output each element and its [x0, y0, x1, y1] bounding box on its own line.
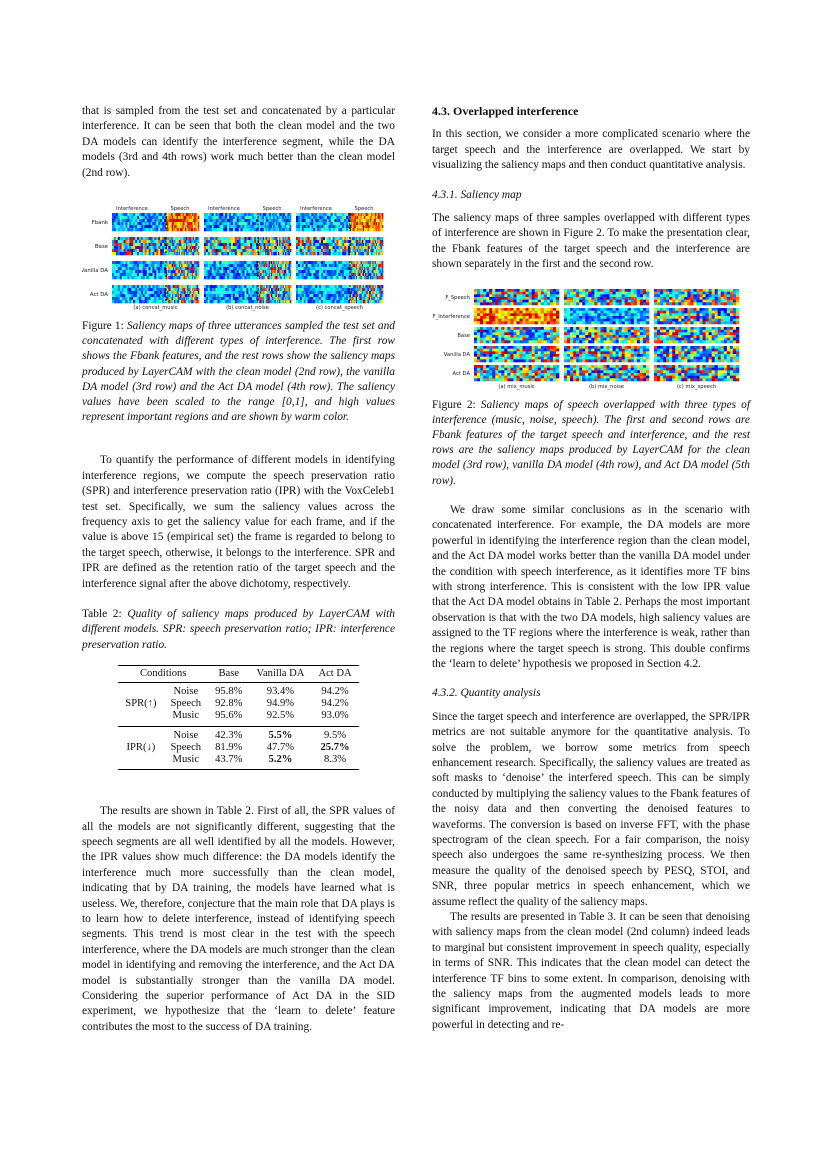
panel-label-speech: Speech — [354, 206, 374, 213]
panel-label-interference: Interference — [300, 206, 332, 213]
figure-1 — [82, 203, 395, 311]
right-column — [432, 104, 750, 1033]
heatmap-panel — [258, 213, 291, 231]
table-cell: 9.5% — [324, 729, 347, 741]
heatmap-panel — [564, 308, 649, 324]
table-cell: Noise — [173, 729, 199, 741]
paragraph: The results are presented in Table 3. It can be seen that denoising with saliency maps from the clean model (2nd column) indeed leads to marginal but consistent improvement in speech quality, especially in terms of SNR. This indicates that the clean model can detect the interference TF bins to some extent. In comparison, denoising with the saliency maps from the augmented models leads to more significant improvement, indicating that DA models are more powerful in detecting and re- — [432, 911, 750, 1031]
table-header: Base — [208, 665, 249, 682]
table-cell: 95.8% — [215, 685, 243, 697]
table-cell: Music — [164, 710, 209, 726]
heatmap-panel — [564, 327, 649, 343]
table-cell: 94.2% — [321, 685, 349, 697]
heatmap-panel — [204, 213, 258, 231]
table-cell: 94.2% — [321, 698, 349, 710]
table-cell: 93.0% — [311, 710, 358, 726]
heatmap-panel — [474, 365, 559, 381]
heatmap-panel — [474, 289, 559, 305]
table-cell: 94.9% — [266, 698, 295, 710]
panel-label-speech: Speech — [262, 206, 282, 213]
table-cell: Noise — [173, 685, 199, 697]
row-label: Act DA — [452, 370, 470, 377]
table-cell: 93.4% — [266, 685, 295, 697]
heatmap-panel — [654, 289, 739, 305]
subcaption: (b) concat_noise — [226, 305, 269, 312]
figure-caption-label: Figure 1: — [82, 320, 124, 333]
figure-1-caption — [82, 319, 395, 425]
table-2 — [118, 665, 358, 770]
table-cell: 81.9% — [215, 741, 243, 753]
heatmap-panel — [166, 285, 199, 303]
table-cell: 95.6% — [208, 710, 249, 726]
table-caption-label: Table 2: — [82, 608, 122, 621]
table-row — [118, 682, 358, 698]
subsection-heading: 4.3.1. Saliency map — [432, 188, 522, 201]
table-cell: 92.5% — [249, 710, 311, 726]
paragraph: We draw some similar conclusions as in the scenario with concatenated interference. For example, the DA models are more powerful in identifying the interference region than the clean model, and the Act DA model works better than the vanilla DA model under the condition with speech interference, as it identifies more TF bins with strong interference. This is consistent with the low IPR value that the Act DA model obtains in Table 2. Perhaps the most important observation is that with the two DA models, high saliency values are assigned to the TF regions where the interference is weak, rather than the regions where the target speech is strong. This double confirms the ‘learn to delete’ hypothesis we proposed in Section 4.2. — [432, 503, 750, 670]
subcaption: (c) concat_speech — [315, 305, 364, 312]
subsection-heading: 4.3.2. Quantity analysis — [432, 687, 541, 700]
heatmap-panel — [654, 365, 739, 381]
heatmap-panel — [166, 261, 199, 279]
table-cell: 8.3% — [311, 754, 358, 770]
figure-caption-text: Saliency maps of three utterances sampled the test set and concatenated with different types of interference. The first row shows the Fbank features, and the rest rows show the saliency maps produced by LayerCAM with the clean model (2nd row), the vanilla DA model (3rd row) and the Act DA model (4th row). The saliency values have been scaled to the range [0,1], and high values represent important regions and are shown by warm color. — [82, 320, 395, 424]
table-header: Conditions — [118, 665, 208, 682]
heatmap-panel — [474, 327, 559, 343]
figure-2-grid — [432, 287, 750, 391]
heatmap-panel — [112, 213, 166, 231]
paragraph: that is sampled from the test set and concatenated by a particular interference. It can be seen that both the clean model and the two DA models can identify the interference segment, while the DA models (3rd and 4th rows) work much better than the clean model (2nd row). — [82, 105, 395, 179]
figure-caption-text: Saliency maps of speech overlapped with three types of interference (music, noise, speech). The first and second rows are Fbank features of the target speech and interference, and the rest rows are the saliency maps produced by LayerCAM for the clean model (3rd row), vanilla DA model (4th row), and Act DA model (5th row). — [432, 398, 751, 487]
paragraph: In this section, we consider a more complicated scenario where the target speech and the interference are overlapped. We start by visualizing the saliency maps and then conduct quantitative analysis. — [432, 128, 750, 172]
panel-label-speech: Speech — [170, 206, 190, 213]
row-label: Vanilla DA — [82, 268, 108, 275]
table-cell-bold: 5.2% — [268, 753, 293, 765]
heatmap-panel — [258, 237, 291, 255]
subcaption: (c) mix_speech — [676, 383, 717, 390]
heatmap-panel — [350, 237, 383, 255]
heatmap-panel — [654, 308, 739, 324]
row-label: F_Interference — [432, 313, 470, 320]
table-2-caption — [82, 607, 395, 653]
table-metric-cell: SPR(↑) — [118, 682, 163, 726]
table-header-row — [118, 665, 358, 682]
table-header: Act DA — [311, 665, 358, 682]
subcaption: (a) concat_music — [133, 305, 178, 312]
heatmap-panel — [204, 261, 258, 279]
heatmap-panel — [204, 285, 258, 303]
panel-label-interference: Interference — [208, 206, 240, 213]
figure-2 — [432, 287, 750, 391]
table-cell: 47.7% — [266, 741, 295, 753]
paragraph: The saliency maps of three samples overlapped with different types of interference are shown in Figure 2. To make the presentation clear, the Fbank features of the target speech and the interference are shown separately in the first and the second row. — [432, 212, 750, 271]
row-label: F_Speech — [445, 294, 470, 301]
table-cell: Music — [164, 754, 209, 770]
heatmap-panel — [258, 285, 291, 303]
table-caption-text: Quality of saliency maps produced by LayerCAM with different models. SPR: speech preservation ratio; IPR: interference preservation ratio. — [82, 608, 395, 651]
subcaption: (b) mix_noise — [589, 383, 624, 390]
table-cell — [311, 742, 358, 754]
heatmap-panel — [564, 365, 649, 381]
heatmap-panel — [350, 261, 383, 279]
paragraph: Since the target speech and interference are overlapped, the SPR/IPR metrics are not suitable anymore for the quantitative analysis. To solve the problem, we borrow some metrics from speech enhancement research. Specifically, the saliency values are treated as soft masks to ‘denoise’ the interfered speech. This can be simply conducted by multiplying the saliency values to the Fbank features of the noisy data and then converting the denoised features to waveforms. The conversion is based on inverse FFT, with the phase spectrogram of the clean speech. For a fair comparison, the noisy speech also undergoes the same re-synthesizing process. We then measure the quality of the denoised speech by PESQ, STOI, and SNR, three popular metrics in speech enhancement, which we assume reflect the quality of the saliency maps. — [432, 710, 750, 908]
heatmap-panel — [564, 346, 649, 362]
heatmap-panel — [112, 285, 166, 303]
heatmap-panel — [654, 346, 739, 362]
heatmap-panel — [204, 237, 258, 255]
table-cell — [249, 726, 311, 742]
paragraph: The results are shown in Table 2. First of all, the SPR values of all the models are not significantly different, suggesting that the speech segments are all well identified by all the models. However, the IPR values show much difference: the DA models identify the interference much more successfully than the clean model, indicating that by DA training, the models have learned what is useless. We, therefore, conjecture that the main role that DA plays is to learn how to delete interference, instead of identifying speech segments. This trend is most clear in the test with the speech interference, where the DA models are much stronger than the clean model in identifying and removing the interference, and the Act DA model is substantially stronger than the vanilla DA model. Considering the superior performance of Act DA in the SID experiment, we hypothesize that the ‘learn to delete’ feature contributes the most to the success of DA training. — [82, 805, 395, 1033]
heatmap-panel — [296, 237, 350, 255]
subcaption: (a) mix_music — [498, 383, 535, 390]
table-cell: 42.3% — [215, 729, 243, 741]
row-label: Vanilla DA — [443, 351, 470, 358]
section-heading: 4.3. Overlapped interference — [432, 104, 579, 118]
row-label: Base — [94, 244, 108, 251]
heatmap-panel — [112, 261, 166, 279]
heatmap-panel — [564, 289, 649, 305]
heatmap-panel — [296, 285, 350, 303]
heatmap-panel — [474, 308, 559, 324]
figure-1-grid — [82, 203, 395, 311]
panel-label-interference: Interference — [116, 206, 148, 213]
figure-2-caption — [432, 398, 750, 489]
heatmap-panel — [350, 285, 383, 303]
table-cell: Speech — [170, 698, 202, 710]
heatmap-panel — [350, 213, 383, 231]
row-label: Act DA — [89, 292, 108, 299]
table-cell-bold: 25.7% — [320, 741, 350, 753]
table-cell: 92.8% — [215, 698, 243, 710]
heatmap-panel — [258, 261, 291, 279]
table-cell — [249, 754, 311, 770]
table-cell: 43.7% — [208, 754, 249, 770]
heatmap-panel — [112, 237, 166, 255]
figure-caption-label: Figure 2: — [432, 398, 476, 411]
heatmap-panel — [296, 213, 350, 231]
heatmap-panel — [296, 261, 350, 279]
heatmap-panel — [166, 213, 199, 231]
table-row — [118, 726, 358, 742]
row-label: Base — [457, 332, 470, 339]
table-metric-cell: IPR(↓) — [118, 726, 163, 770]
paragraph: To quantify the performance of different models in identifying interference regions, we compute the speech preservation ratio (SPR) and interference preservation ratio (IPR) with the VoxCeleb1 test set. Specifically, we sum the saliency values across the frequency axis to get the saliency value for each frame, and if the value is above 15 (empirical set) the frame is regarded to belong to the target speech, otherwise, it belongs to the interference. SPR and IPR are defined as the retention ratio of the target speech and the interference signal after the above dichotomy, respectively. — [82, 454, 395, 590]
heatmap-panel — [474, 346, 559, 362]
row-label: Fbank — [91, 220, 108, 227]
left-column — [82, 104, 395, 1035]
heatmap-panel — [166, 237, 199, 255]
table-cell: Speech — [170, 741, 202, 753]
heatmap-panel — [654, 327, 739, 343]
table-header: Vanilla DA — [249, 665, 311, 682]
table-cell-bold: 5.5% — [268, 729, 293, 741]
